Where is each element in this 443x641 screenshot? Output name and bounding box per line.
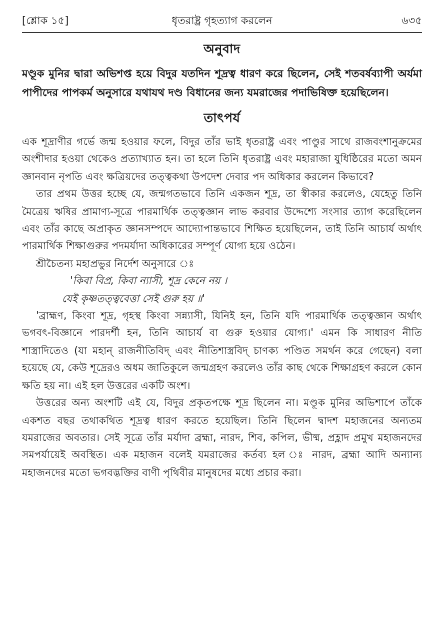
chapter-title: ধৃতরাষ্ট্র গৃহত্যাগ করলেন: [171, 15, 273, 27]
purport-paragraph-5: উত্তরের অন্য অংশটি এই যে, বিদুর প্রকৃতপক্ষে শূদ্র ছিলেন না। মণ্ডূক মুনির অভিশাপে তাঁকে একশত বছর তথাকথিত শূদ্রত্ব ধারণ করতে হয়েছিল। তিনি ছিলেন দ্বাদশ মহাজনের অন্যতম যমরাজের অবতার। সেই সূত্রে তাঁর মর্যাদা ব্রহ্মা, নারদ, শিব, কপিল, ভীষ্ম, প্রহ্লাদ প্রমুখ মহাজনদের সমপর্যায়েই অবস্থিত। এক মহাজন বলেই যমরাজের কর্তব্য হল ঃ নারদ, ব্রহ্মা আদি অন্যান্য মহাজনদের মতো ভগবদ্ভক্তির বাণী পৃথিবীর মানুষদের মধ্যে প্রচার করা।: [22, 398, 422, 479]
page-number: ৬৩৫: [401, 15, 422, 27]
running-header: [22, 10, 422, 30]
header-divider: [22, 32, 422, 33]
verse-quote-line-2: যেই কৃষ্ণতত্ত্ববেত্তা সেই গুরু হয় ॥': [62, 293, 205, 305]
verse-reference: [শ্লোক ১৫]: [22, 15, 69, 27]
verse-quote-line-1: 'কিবা বিপ্র, কিবা ন্যাসী, শূদ্র কেনে নয় ।: [70, 276, 228, 288]
purport-paragraph-3: শ্রীচৈতন্য মহাপ্রভুর নির্দেশ অনুসারে ঃ: [36, 258, 195, 270]
purport-paragraph-4: 'ব্রাহ্মণ, কিংবা শূদ্র, গৃহস্থ কিংবা সন্ন্যাসী, যিনিই হন, তিনি যদি পারমার্থিক তত্ত্বজ্ঞান অর্থাৎ ভগবৎ-বিজ্ঞানে পারদর্শী হন, তিনি আচার্য বা গুরু হওয়ার যোগ্য।' এমন কি সাধারণ নীতি শাস্ত্রাদিতেও (যা মহান্ রাজনীতিবিদ্ এবং নীতিশাস্ত্রবিদ্ চাণক্য পণ্ডিত সমর্থন করে গেছেন) বলা হয়েছে যে, কেউ শূদ্রেরও অধম জাতিকুলে জন্মগ্রহণ করলেও তাঁর কাছ থেকে শিক্ষাগ্রহণ করলে কোন ক্ষতি হয় না। এই হল উত্তরের একটি অংশ।: [22, 311, 422, 392]
translation-heading: অনুবাদ: [203, 41, 241, 56]
purport-paragraph-2: তার প্রথম উত্তর হচ্ছে যে, জন্মগতভাবে তিনি একজন শূদ্র, তা স্বীকার করলেও, যেহেতু তিনি মৈত্রেয় ঋষির প্রামাণ্য-সূত্রে পারমার্থিক তত্ত্বজ্ঞান লাভ করবার উদ্দেশ্যে সংসার ত্যাগ করেছিলেন এবং তাঁর কাছে অপ্রাকৃত জ্ঞানসম্পদে আদ্যোপান্তভাবে শিক্ষিত হয়েছিলেন, তাই তিনি আচার্য অর্থাৎ পারমার্থিক শিক্ষাগুরুর পদমর্যাদা অধিকারের সম্পূর্ণ যোগ্য হয়ে ওঠেন।: [22, 189, 422, 253]
purport-paragraph-1: এক শূদ্রাণীর গর্ভে জন্ম হওয়ার ফলে, বিদুর তাঁর ভাই ধৃতরাষ্ট্র এবং পাণ্ডুর সাথে রাজবংশানুক্রমের অংশীদার হওয়া থেকেও প্রত্যাখ্যাত হন। তা হলে তিনি ধৃতরাষ্ট্র এবং মহারাজা যুধিষ্ঠিরের মতো অমন জ্ঞানবান নৃপতি এবং ক্ষত্রিয়দের তত্ত্বকথা উপদেশ দেবার পদ অধিকার করলেন কিভাবে?: [22, 137, 422, 183]
purport-heading: তাৎপর্য: [203, 110, 241, 125]
translation-text: মণ্ডূক মুনির দ্বারা অভিশপ্ত হয়ে বিদুর যতদিন শূদ্রত্ব ধারণ করে ছিলেন, সেই শতবর্ষব্যাপী অর্যমা পাপীদের পাপকর্ম অনুসারে যথাযথ দণ্ড বিধানের জন্য যমরাজের পদাভিষিক্ত হয়েছিলেন।: [22, 68, 422, 99]
document-page: [22, 10, 422, 482]
